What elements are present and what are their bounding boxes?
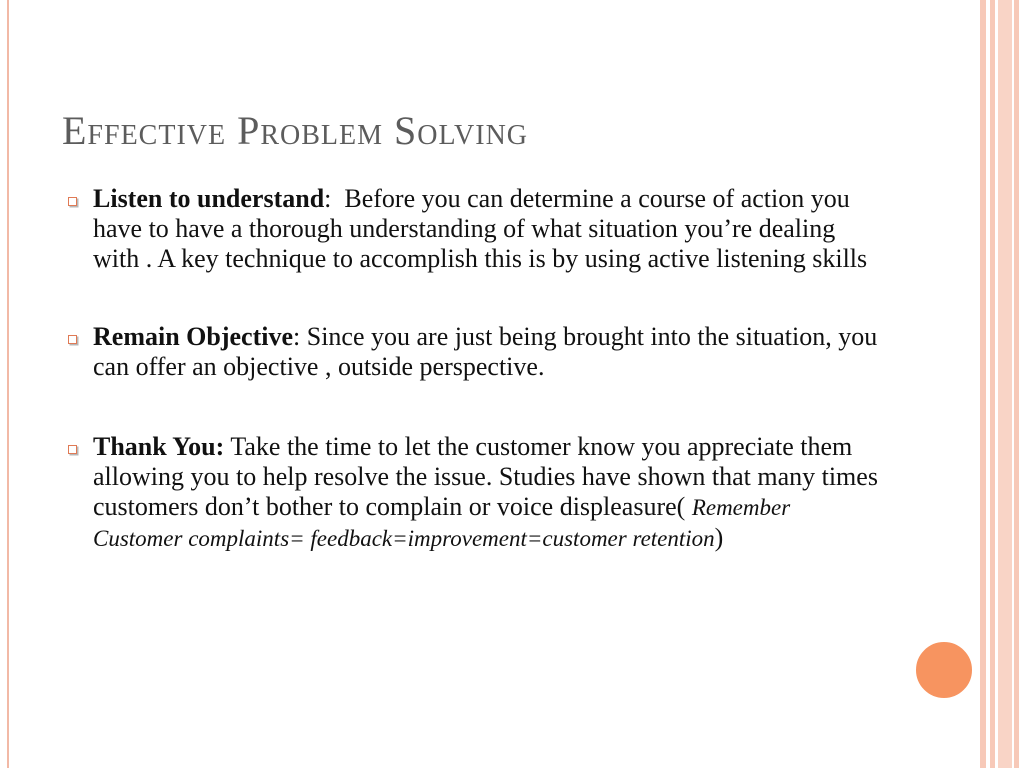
right-border-stripe (998, 0, 1012, 768)
bullet-text: Since you are just being brought into the situation, you can offer an objective , outside perspective. (93, 322, 878, 381)
bullet-item (64, 322, 884, 382)
bullet-item (64, 432, 884, 554)
bullet-separator: : (324, 184, 345, 213)
bullet-text: Take the time to let the customer know you appreciate them allowing you to help resolve the issue. Studies have shown that many times customers don’t bother to complain or voice displeasure( (93, 432, 878, 521)
bullet-close: ) (714, 523, 724, 552)
bullet-text: Before you can determine a course of action you have to have a thorough understanding of what situation you’re dealing with . A key technique to accomplish this is by using active listening skills (93, 184, 868, 273)
bullet-square-icon (68, 197, 77, 206)
bullet-list (64, 184, 884, 602)
decorative-circle (913, 639, 975, 701)
left-border-line (7, 0, 9, 768)
right-border-stripe (990, 0, 995, 768)
bullet-term: Remain Objective (93, 322, 294, 351)
bullet-term: Thank You: (93, 432, 225, 461)
slide-title: Effective Problem Solving (62, 108, 529, 153)
right-border-stripe (980, 0, 986, 768)
bullet-separator: : (293, 322, 307, 351)
bullet-square-icon (68, 445, 77, 454)
bullet-item (64, 184, 884, 274)
right-border-stripe (1014, 0, 1019, 768)
bullet-square-icon (68, 335, 77, 344)
bullet-term: Listen to understand (93, 184, 325, 213)
bullet-emphasis: Remember Customer complaints= feedback=improvement=customer retention (93, 495, 791, 551)
